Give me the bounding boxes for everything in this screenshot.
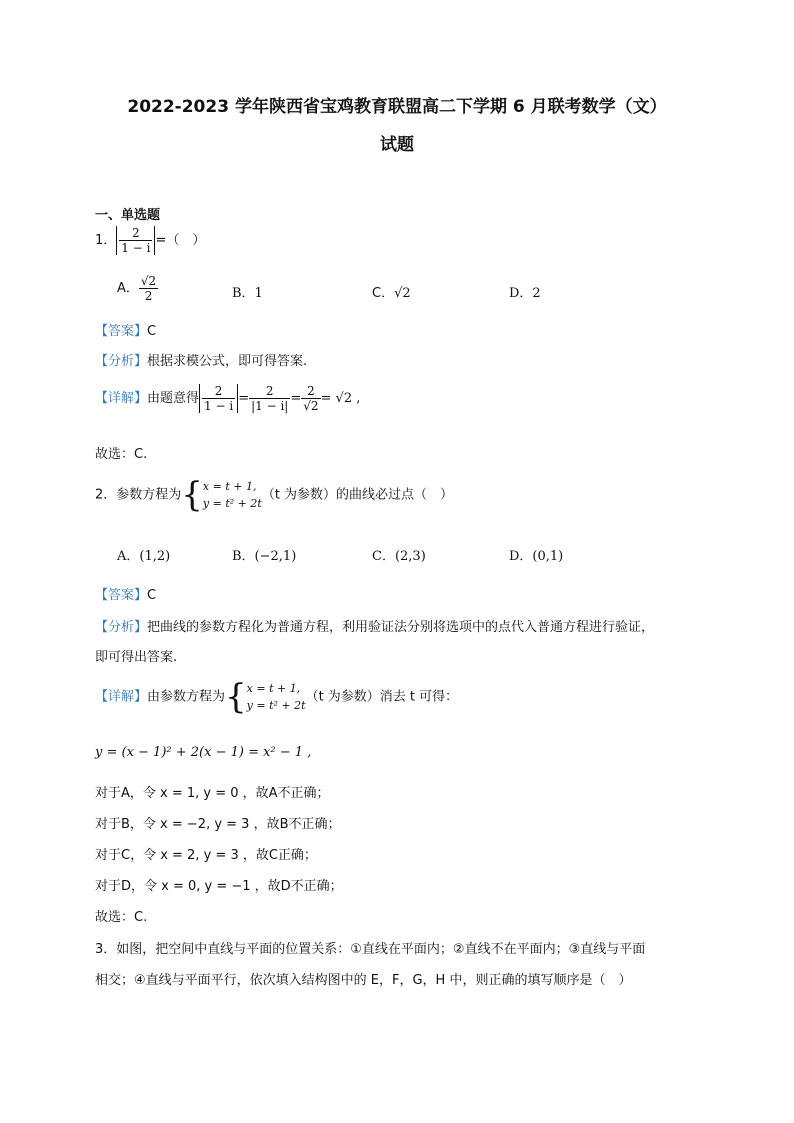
- q1-option-b: B．1: [232, 286, 263, 301]
- q2-analysis-cont: 即可得出答案.: [95, 650, 178, 665]
- abs-fraction: [116, 226, 155, 255]
- q2-detail: [95, 677, 459, 717]
- fraction-denominator: 1 − i: [204, 399, 234, 413]
- fraction-numerator: 2: [265, 384, 274, 398]
- detail-text: 由题意得: [147, 391, 200, 406]
- q1-option-c: [372, 282, 411, 301]
- left-brace: {: [181, 475, 203, 515]
- answer-tag: 【答案】: [95, 588, 148, 603]
- question-1-tail: =（ ）: [155, 233, 206, 248]
- param-note: （t 为参数）的曲线必过点（ ）: [261, 487, 454, 503]
- option-label: C．: [372, 286, 395, 301]
- q2-option-b: B．(−2,1): [232, 549, 297, 564]
- fraction-denominator: 1 − i: [121, 241, 151, 255]
- question-2-number: 2．参数方程为: [95, 487, 182, 503]
- answer-tag: 【答案】: [95, 324, 148, 339]
- question-1: [95, 226, 205, 255]
- analysis-text: 根据求模公式，即可得答案.: [147, 354, 308, 369]
- question-1-number: 1．: [95, 233, 117, 248]
- analysis-tag: 【分析】: [95, 620, 148, 635]
- equation-line: x = t + 1,: [202, 480, 257, 493]
- equals-sign: =: [290, 391, 302, 406]
- detail-note: （t 为参数）消去 t 可得：: [305, 689, 459, 705]
- q2-option-d: D．(0,1): [509, 549, 564, 564]
- left-brace: {: [225, 677, 247, 717]
- q1-detail: [95, 384, 360, 413]
- detail-tag: 【详解】: [95, 689, 148, 705]
- analysis-tag: 【分析】: [95, 354, 148, 369]
- q2-answer: [95, 584, 156, 603]
- q1-conclusion: 故选：C.: [95, 447, 148, 462]
- page-title-line1: 2022-2023 学年陕西省宝鸡教育联盟高二下学期 6 月联考数学（文）: [127, 97, 667, 117]
- q1-analysis: [95, 350, 307, 369]
- q2-check-c: 对于C，令 x = 2, y = 3 ，故C正确；: [95, 848, 317, 863]
- detail-result: = √2 ,: [320, 391, 361, 406]
- equation-line: y = t² + 2t: [202, 497, 262, 510]
- fraction-numerator: 2: [307, 384, 315, 398]
- fraction-numerator: 2: [214, 384, 223, 398]
- detail-tag: 【详解】: [95, 391, 148, 406]
- q2-general-equation: y = (x − 1)² + 2(x − 1) = x² − 1 ,: [95, 745, 312, 760]
- fraction-numerator: √2: [140, 274, 157, 288]
- equation-system: [203, 478, 262, 512]
- question-2: [95, 475, 454, 515]
- option-label: A．: [117, 281, 139, 296]
- fraction-denominator: |1 − i|: [251, 399, 289, 413]
- question-3-line1: 3．如图，把空间中直线与平面的位置关系：①直线在平面内；②直线不在平面内；③直线与平面: [95, 942, 646, 957]
- fraction-denominator: 2: [139, 288, 158, 303]
- equation-line: x = t + 1,: [246, 682, 301, 695]
- q2-check-b: 对于B，令 x = −2, y = 3 ，故B不正确；: [95, 817, 341, 832]
- q2-option-c: C．(2,3): [372, 549, 426, 564]
- answer-value: C: [147, 588, 157, 603]
- option-value: √2: [394, 286, 411, 301]
- q2-conclusion: 故选：C.: [95, 910, 148, 925]
- q2-analysis: [95, 616, 654, 635]
- page-title-line2: 试题: [380, 135, 414, 155]
- fraction-numerator: 2: [132, 226, 140, 240]
- q1-option-a: [117, 274, 158, 303]
- equation-line: y = t² + 2t: [246, 699, 306, 712]
- equation-system: [247, 680, 306, 714]
- answer-value: C: [147, 324, 157, 339]
- q2-option-a: A．(1,2): [117, 549, 171, 564]
- detail-text: 由参数方程为: [147, 689, 226, 705]
- question-3-line2: 相交；④直线与平面平行，依次填入结构图中的 E，F，G，H 中，则正确的填写顺序是（ ）: [95, 973, 632, 988]
- equals-sign: =: [238, 391, 250, 406]
- analysis-text: 把曲线的参数方程化为普通方程，利用验证法分别将选项中的点代入普通方程进行验证，: [147, 620, 655, 635]
- section-heading: 一、单选题: [95, 208, 161, 223]
- q2-check-a: 对于A，令 x = 1, y = 0 ，故A不正确；: [95, 786, 330, 801]
- q1-option-d: D．2: [509, 286, 541, 301]
- fraction-denominator: √2: [303, 399, 319, 413]
- abs-fraction: [199, 384, 238, 413]
- q1-answer: [95, 320, 156, 339]
- q2-check-d: 对于D，令 x = 0, y = −1 ，故D不正确；: [95, 879, 343, 894]
